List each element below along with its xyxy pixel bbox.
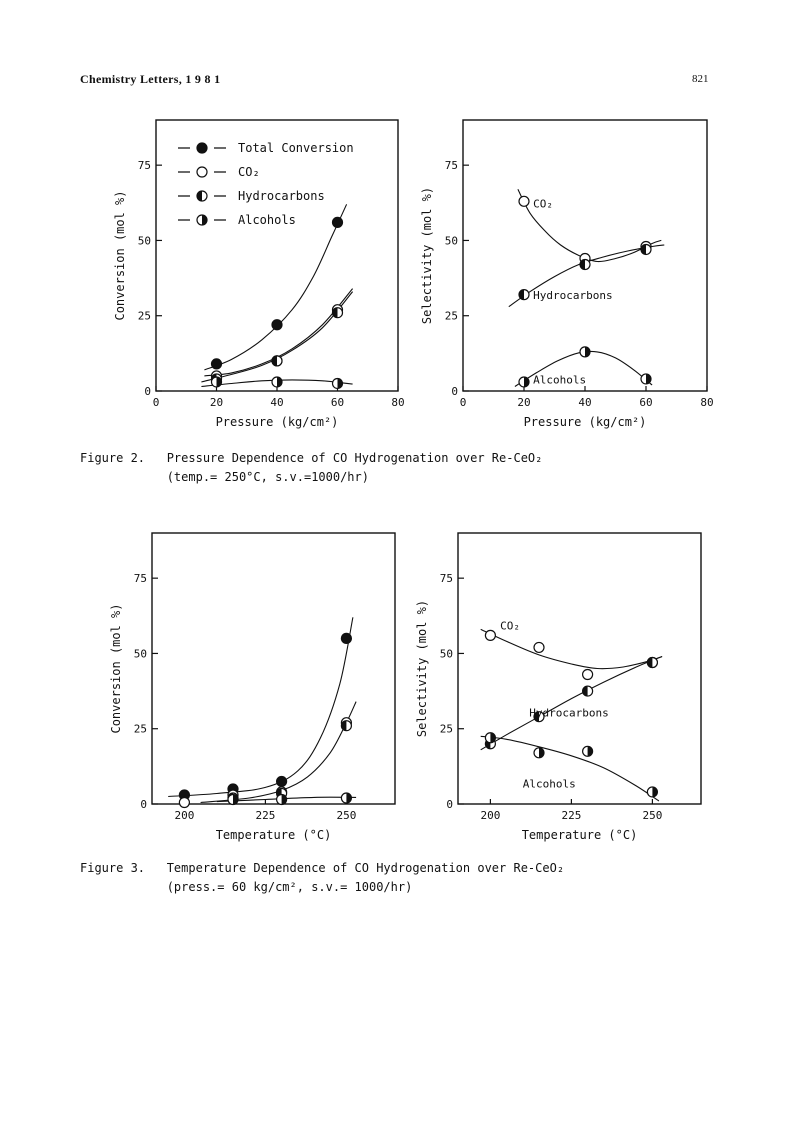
x-tick-label: 200: [480, 809, 501, 822]
y-tick-label: 50: [137, 234, 151, 248]
legend-marker-hydrocarbons: [197, 191, 207, 201]
hydrocarbons-point: [333, 308, 343, 318]
alcohols-point: [583, 746, 593, 756]
x-tick-label: 0: [152, 396, 160, 409]
plot-frame: [152, 533, 395, 804]
x-tick-label: 225: [561, 809, 582, 822]
total-conversion-point: [212, 359, 222, 369]
x-tick-label: 200: [174, 809, 195, 822]
co-point: [534, 642, 544, 652]
alcohols-point: [333, 378, 343, 388]
x-axis-label: Pressure (kg/cm²): [523, 415, 647, 429]
alcohols-point: [228, 794, 238, 804]
x-axis-label: Temperature (°C): [521, 828, 638, 842]
total-conversion-point: [272, 320, 282, 330]
y-tick-label: 75: [133, 572, 147, 586]
legend-marker-co: [197, 167, 207, 177]
x-tick-label: 20: [517, 396, 531, 409]
total-conversion-point: [277, 776, 287, 786]
figure-3-conversion-panel: [109, 533, 395, 842]
y-tick-label: 25: [137, 309, 151, 323]
annotation-hydrocarbons: Hydrocarbons: [533, 289, 613, 303]
figure-2-selectivity-panel: [420, 120, 714, 429]
alcohols-point: [272, 377, 282, 387]
co-point: [485, 630, 495, 640]
y-tick-label: 50: [133, 647, 147, 661]
y-axis-label: Selectivity (mol %): [420, 186, 434, 325]
legend-marker-alcohols: [197, 215, 207, 225]
x-tick-label: 250: [642, 809, 663, 822]
total-conversion-point: [341, 633, 351, 643]
journal-header: Chemistry Letters, 1 9 8 1: [80, 72, 221, 86]
y-tick-label: 0: [144, 385, 151, 398]
x-tick-label: 80: [700, 396, 714, 409]
y-tick-label: 50: [439, 647, 453, 661]
figure-3-caption-line-1: Figure 3. Temperature Dependence of CO Hydrogenation over Re-CeO₂: [80, 861, 565, 875]
annotation-co: CO₂: [500, 619, 520, 633]
plot-frame: [458, 533, 701, 804]
hydrocarbons-point: [641, 244, 651, 254]
y-tick-label: 25: [133, 722, 147, 736]
alcohols-point: [647, 787, 657, 797]
hydrocarbons-point: [272, 356, 282, 366]
x-tick-label: 225: [255, 809, 276, 822]
y-tick-label: 0: [140, 798, 147, 811]
x-tick-label: 40: [270, 396, 284, 409]
x-tick-label: 0: [459, 396, 467, 409]
y-axis-label: Conversion (mol %): [109, 603, 123, 734]
alcohols-point: [519, 377, 529, 387]
x-tick-label: 60: [330, 396, 345, 409]
hydrocarbons-point: [647, 657, 657, 667]
plot-frame: [156, 120, 398, 391]
hydrocarbons-point: [583, 686, 593, 696]
x-axis-label: Pressure (kg/cm²): [215, 415, 339, 429]
hydrocarbons-curve: [481, 657, 662, 750]
alcohols-point: [580, 347, 590, 357]
y-tick-label: 75: [444, 159, 458, 173]
alcohols-point: [341, 793, 351, 803]
x-tick-label: 40: [578, 396, 592, 409]
legend-label-total-conversion: Total Conversion: [238, 141, 354, 155]
total-conversion-curve: [204, 204, 346, 370]
annotation-alcohols: Alcohols: [522, 777, 576, 791]
x-axis-label: Temperature (°C): [215, 828, 332, 842]
figure-2-conversion-panel: [113, 120, 405, 429]
y-tick-label: 25: [439, 722, 453, 736]
co-curve: [481, 629, 662, 668]
figure-3-caption-line-2: (press.= 60 kg/cm², s.v.= 1000/hr): [80, 880, 413, 894]
annotation-hydrocarbons: Hydrocarbons: [529, 706, 609, 720]
alcohols-point: [485, 733, 495, 743]
total-conversion-point: [333, 217, 343, 227]
legend-label-co: CO₂: [238, 165, 260, 179]
page-number: 821: [692, 73, 709, 85]
total-conversion-curve: [168, 617, 353, 796]
figure-3-selectivity-panel: [415, 533, 701, 842]
y-tick-label: 75: [137, 159, 151, 173]
co-point: [179, 797, 189, 807]
annotation-co: CO₂: [533, 197, 554, 211]
hydrocarbons-curve: [201, 292, 352, 382]
hydrocarbons-point: [580, 260, 590, 270]
figure-3: [0, 520, 793, 855]
alcohols-point: [534, 748, 544, 758]
co-point: [519, 196, 529, 206]
y-tick-label: 50: [444, 234, 458, 248]
legend-label-hydrocarbons: Hydrocarbons: [238, 189, 325, 203]
legend-marker-total-conversion: [197, 143, 207, 153]
hydrocarbons-point: [341, 721, 351, 731]
y-axis-label: Conversion (mol %): [113, 190, 127, 321]
y-tick-label: 75: [439, 572, 453, 586]
y-tick-label: 25: [444, 309, 458, 323]
x-tick-label: 250: [336, 809, 357, 822]
alcohols-point: [641, 374, 651, 384]
hydrocarbons-point: [519, 290, 529, 300]
annotation-alcohols: Alcohols: [533, 373, 587, 387]
x-tick-label: 80: [391, 396, 405, 409]
alcohols-curve: [481, 736, 659, 801]
figure-2: [0, 100, 793, 445]
alcohols-point: [212, 377, 222, 387]
figure-2-caption-line-2: (temp.= 250°C, s.v.=1000/hr): [80, 470, 369, 484]
figure-2-caption-line-1: Figure 2. Pressure Dependence of CO Hydrogenation over Re-CeO₂: [80, 451, 543, 465]
y-tick-label: 0: [446, 798, 453, 811]
x-tick-label: 60: [639, 396, 653, 409]
alcohols-point: [277, 794, 287, 804]
co-point: [583, 670, 593, 680]
legend-label-alcohols: Alcohols: [238, 213, 296, 227]
y-tick-label: 0: [451, 385, 458, 398]
co-curve: [201, 702, 357, 803]
x-tick-label: 20: [209, 396, 224, 409]
y-axis-label: Selectivity (mol %): [415, 599, 429, 738]
